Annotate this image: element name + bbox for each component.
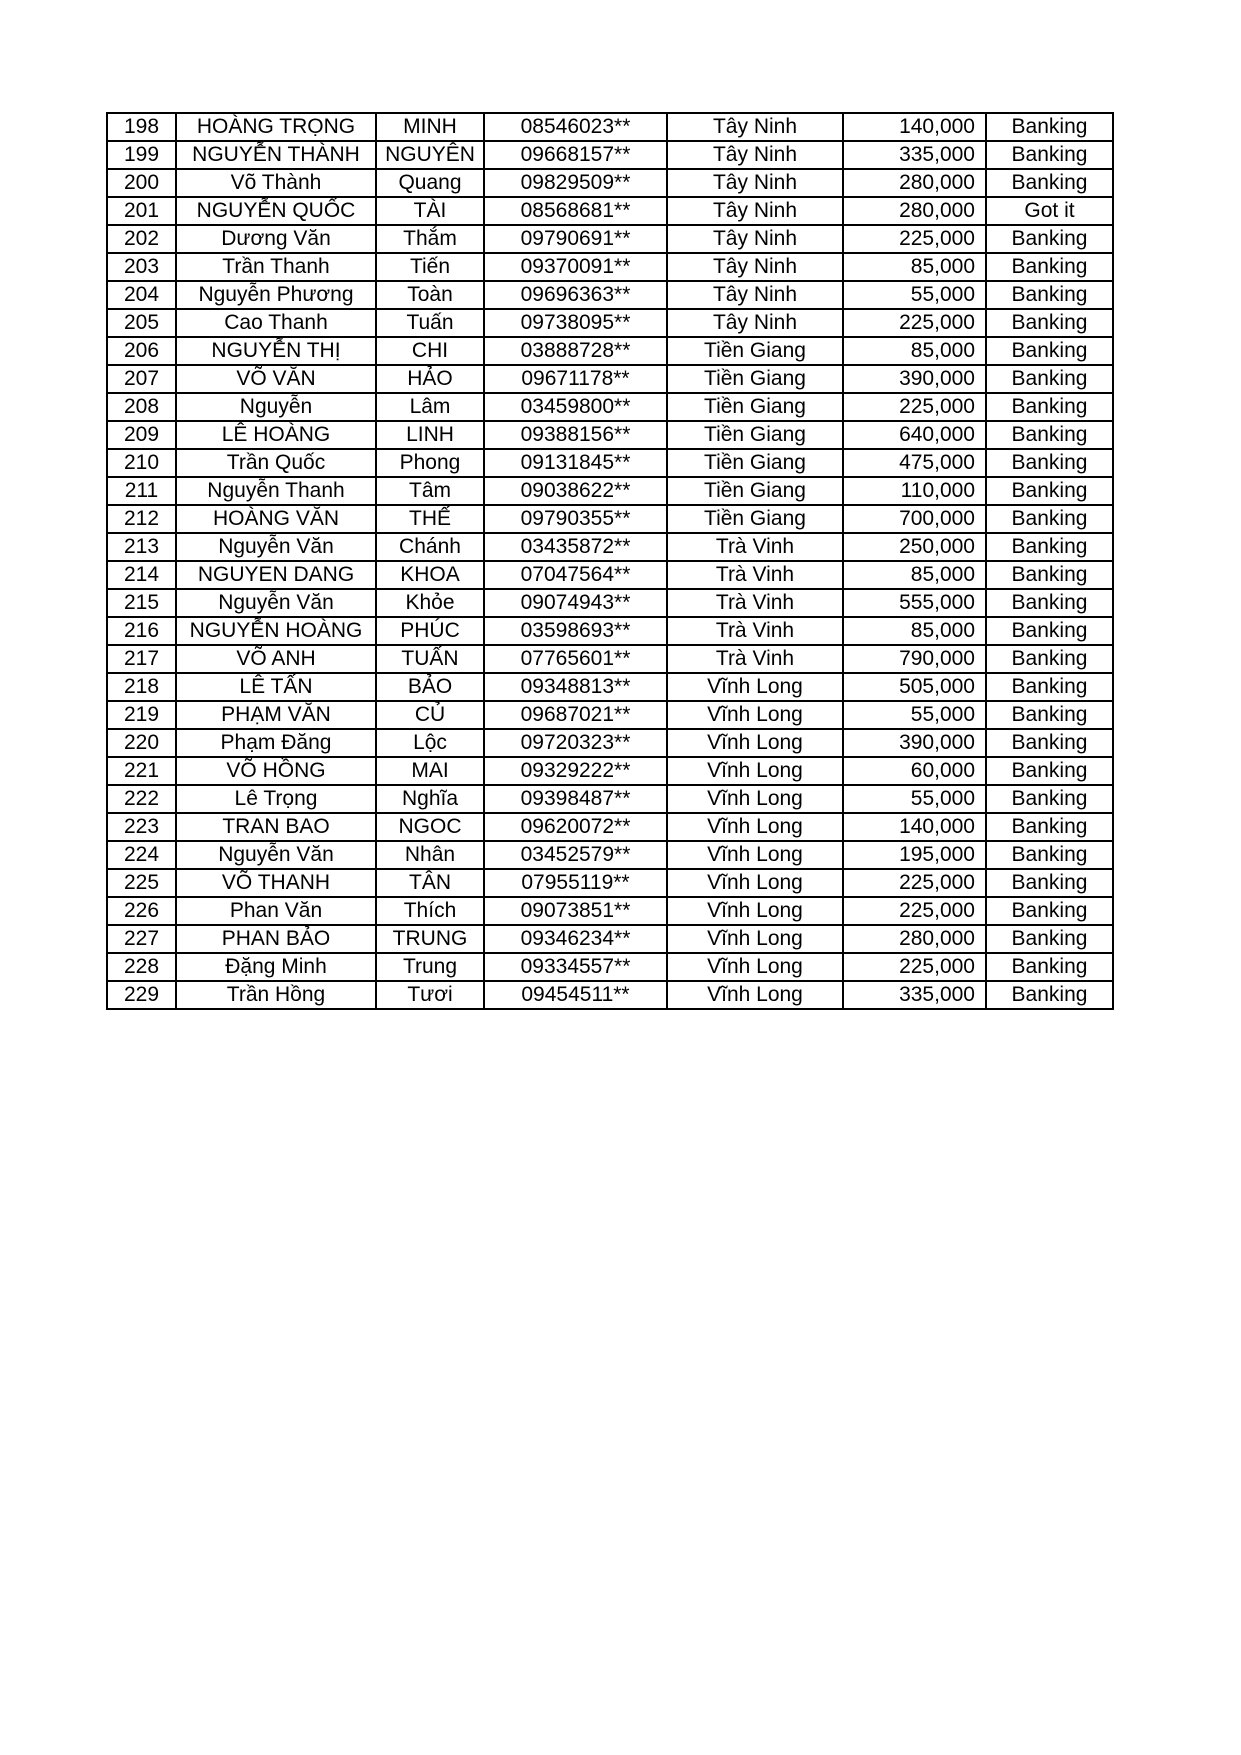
- payment-method-cell: Got it: [986, 197, 1113, 225]
- phone-cell: 09668157**: [484, 141, 667, 169]
- first-name-cell: TRUNG: [376, 925, 484, 953]
- last-name-cell: NGUYỄN QUỐC: [176, 197, 376, 225]
- last-name-cell: Đặng Minh: [176, 953, 376, 981]
- first-name-cell: MINH: [376, 113, 484, 141]
- payment-method-cell: Banking: [986, 533, 1113, 561]
- last-name-cell: Trần Quốc: [176, 449, 376, 477]
- phone-cell: 09671178**: [484, 365, 667, 393]
- row-number-cell: 219: [107, 701, 176, 729]
- province-cell: Vĩnh Long: [667, 813, 843, 841]
- last-name-cell: NGUYỄN THỊ: [176, 337, 376, 365]
- row-number-cell: 202: [107, 225, 176, 253]
- first-name-cell: Nhân: [376, 841, 484, 869]
- first-name-cell: Thích: [376, 897, 484, 925]
- province-cell: Vĩnh Long: [667, 981, 843, 1009]
- first-name-cell: TÀI: [376, 197, 484, 225]
- first-name-cell: Tâm: [376, 477, 484, 505]
- phone-cell: 09696363**: [484, 281, 667, 309]
- first-name-cell: KHOA: [376, 561, 484, 589]
- province-cell: Tây Ninh: [667, 225, 843, 253]
- first-name-cell: HẢO: [376, 365, 484, 393]
- first-name-cell: CHI: [376, 337, 484, 365]
- table-row: [107, 757, 1113, 785]
- row-number-cell: 211: [107, 477, 176, 505]
- row-number-cell: 214: [107, 561, 176, 589]
- table-row: [107, 729, 1113, 757]
- phone-cell: 09790355**: [484, 505, 667, 533]
- payment-method-cell: Banking: [986, 925, 1113, 953]
- table-row: [107, 309, 1113, 337]
- row-number-cell: 215: [107, 589, 176, 617]
- amount-cell: 790,000: [843, 645, 986, 673]
- province-cell: Vĩnh Long: [667, 757, 843, 785]
- phone-cell: 09454511**: [484, 981, 667, 1009]
- table-row: [107, 449, 1113, 477]
- amount-cell: 700,000: [843, 505, 986, 533]
- first-name-cell: TUẤN: [376, 645, 484, 673]
- phone-cell: 09074943**: [484, 589, 667, 617]
- row-number-cell: 228: [107, 953, 176, 981]
- province-cell: Vĩnh Long: [667, 673, 843, 701]
- phone-cell: 09720323**: [484, 729, 667, 757]
- phone-cell: 09346234**: [484, 925, 667, 953]
- amount-cell: 640,000: [843, 421, 986, 449]
- row-number-cell: 227: [107, 925, 176, 953]
- last-name-cell: HOÀNG VĂN: [176, 505, 376, 533]
- last-name-cell: NGUYỄN THÀNH: [176, 141, 376, 169]
- payment-method-cell: Banking: [986, 281, 1113, 309]
- payment-method-cell: Banking: [986, 113, 1113, 141]
- province-cell: Tiền Giang: [667, 477, 843, 505]
- table-row: [107, 897, 1113, 925]
- payment-method-cell: Banking: [986, 645, 1113, 673]
- row-number-cell: 218: [107, 673, 176, 701]
- last-name-cell: Nguyễn Văn: [176, 841, 376, 869]
- amount-cell: 225,000: [843, 897, 986, 925]
- phone-cell: 09738095**: [484, 309, 667, 337]
- table-row: [107, 421, 1113, 449]
- phone-cell: 09388156**: [484, 421, 667, 449]
- first-name-cell: Nghĩa: [376, 785, 484, 813]
- phone-cell: 09073851**: [484, 897, 667, 925]
- table-row: [107, 953, 1113, 981]
- first-name-cell: LINH: [376, 421, 484, 449]
- winners-table: [106, 112, 1114, 1010]
- last-name-cell: Dương Văn: [176, 225, 376, 253]
- first-name-cell: Phong: [376, 449, 484, 477]
- phone-cell: 03598693**: [484, 617, 667, 645]
- amount-cell: 140,000: [843, 813, 986, 841]
- province-cell: Vĩnh Long: [667, 925, 843, 953]
- row-number-cell: 206: [107, 337, 176, 365]
- row-number-cell: 207: [107, 365, 176, 393]
- amount-cell: 225,000: [843, 953, 986, 981]
- row-number-cell: 199: [107, 141, 176, 169]
- table-row: [107, 477, 1113, 505]
- last-name-cell: Nguyễn Văn: [176, 589, 376, 617]
- province-cell: Tiền Giang: [667, 449, 843, 477]
- province-cell: Tiền Giang: [667, 337, 843, 365]
- phone-cell: 09790691**: [484, 225, 667, 253]
- row-number-cell: 226: [107, 897, 176, 925]
- row-number-cell: 220: [107, 729, 176, 757]
- province-cell: Trà Vinh: [667, 617, 843, 645]
- payment-method-cell: Banking: [986, 309, 1113, 337]
- phone-cell: 09038622**: [484, 477, 667, 505]
- amount-cell: 55,000: [843, 785, 986, 813]
- amount-cell: 195,000: [843, 841, 986, 869]
- row-number-cell: 223: [107, 813, 176, 841]
- phone-cell: 08546023**: [484, 113, 667, 141]
- table-body: [107, 113, 1113, 1009]
- province-cell: Trà Vinh: [667, 589, 843, 617]
- table-row: [107, 393, 1113, 421]
- amount-cell: 85,000: [843, 617, 986, 645]
- province-cell: Vĩnh Long: [667, 897, 843, 925]
- amount-cell: 280,000: [843, 925, 986, 953]
- phone-cell: 09370091**: [484, 253, 667, 281]
- first-name-cell: MAI: [376, 757, 484, 785]
- last-name-cell: VÕ HỒNG: [176, 757, 376, 785]
- last-name-cell: Nguyễn Phương: [176, 281, 376, 309]
- first-name-cell: Tiến: [376, 253, 484, 281]
- table-row: [107, 197, 1113, 225]
- payment-method-cell: Banking: [986, 953, 1113, 981]
- row-number-cell: 229: [107, 981, 176, 1009]
- phone-cell: 09829509**: [484, 169, 667, 197]
- row-number-cell: 217: [107, 645, 176, 673]
- table-row: [107, 869, 1113, 897]
- table-row: [107, 253, 1113, 281]
- table-row: [107, 365, 1113, 393]
- payment-method-cell: Banking: [986, 505, 1113, 533]
- table-row: [107, 141, 1113, 169]
- payment-method-cell: Banking: [986, 449, 1113, 477]
- province-cell: Tiền Giang: [667, 393, 843, 421]
- payment-method-cell: Banking: [986, 785, 1113, 813]
- amount-cell: 555,000: [843, 589, 986, 617]
- first-name-cell: TÂN: [376, 869, 484, 897]
- first-name-cell: Lâm: [376, 393, 484, 421]
- phone-cell: 09329222**: [484, 757, 667, 785]
- first-name-cell: NGOC: [376, 813, 484, 841]
- amount-cell: 85,000: [843, 561, 986, 589]
- payment-method-cell: Banking: [986, 869, 1113, 897]
- table-row: [107, 337, 1113, 365]
- last-name-cell: NGUYỄN HOÀNG: [176, 617, 376, 645]
- amount-cell: 280,000: [843, 169, 986, 197]
- amount-cell: 60,000: [843, 757, 986, 785]
- last-name-cell: LÊ HOÀNG: [176, 421, 376, 449]
- row-number-cell: 222: [107, 785, 176, 813]
- first-name-cell: Khỏe: [376, 589, 484, 617]
- province-cell: Tây Ninh: [667, 281, 843, 309]
- payment-method-cell: Banking: [986, 337, 1113, 365]
- phone-cell: 09620072**: [484, 813, 667, 841]
- last-name-cell: HOÀNG TRỌNG: [176, 113, 376, 141]
- last-name-cell: Phạm Đăng: [176, 729, 376, 757]
- phone-cell: 07765601**: [484, 645, 667, 673]
- province-cell: Tây Ninh: [667, 309, 843, 337]
- payment-method-cell: Banking: [986, 729, 1113, 757]
- table-row: [107, 561, 1113, 589]
- amount-cell: 55,000: [843, 701, 986, 729]
- amount-cell: 475,000: [843, 449, 986, 477]
- payment-method-cell: Banking: [986, 589, 1113, 617]
- phone-cell: 09348813**: [484, 673, 667, 701]
- payment-method-cell: Banking: [986, 141, 1113, 169]
- amount-cell: 390,000: [843, 729, 986, 757]
- payment-method-cell: Banking: [986, 897, 1113, 925]
- table-row: [107, 925, 1113, 953]
- first-name-cell: Tuấn: [376, 309, 484, 337]
- first-name-cell: Lộc: [376, 729, 484, 757]
- payment-method-cell: Banking: [986, 225, 1113, 253]
- phone-cell: 03452579**: [484, 841, 667, 869]
- amount-cell: 140,000: [843, 113, 986, 141]
- phone-cell: 03888728**: [484, 337, 667, 365]
- payment-method-cell: Banking: [986, 561, 1113, 589]
- first-name-cell: NGUYÊN: [376, 141, 484, 169]
- first-name-cell: Quang: [376, 169, 484, 197]
- payment-method-cell: Banking: [986, 617, 1113, 645]
- row-number-cell: 209: [107, 421, 176, 449]
- province-cell: Tiền Giang: [667, 505, 843, 533]
- first-name-cell: THẾ: [376, 505, 484, 533]
- amount-cell: 225,000: [843, 869, 986, 897]
- amount-cell: 85,000: [843, 337, 986, 365]
- payment-method-cell: Banking: [986, 981, 1113, 1009]
- province-cell: Tiền Giang: [667, 421, 843, 449]
- first-name-cell: CỦ: [376, 701, 484, 729]
- amount-cell: 85,000: [843, 253, 986, 281]
- payment-method-cell: Banking: [986, 393, 1113, 421]
- payment-method-cell: Banking: [986, 253, 1113, 281]
- payment-method-cell: Banking: [986, 365, 1113, 393]
- first-name-cell: Toàn: [376, 281, 484, 309]
- row-number-cell: 203: [107, 253, 176, 281]
- table-row: [107, 785, 1113, 813]
- amount-cell: 280,000: [843, 197, 986, 225]
- table-row: [107, 225, 1113, 253]
- table-row: [107, 673, 1113, 701]
- table-row: [107, 113, 1113, 141]
- phone-cell: 09398487**: [484, 785, 667, 813]
- province-cell: Tây Ninh: [667, 197, 843, 225]
- province-cell: Trà Vinh: [667, 561, 843, 589]
- amount-cell: 390,000: [843, 365, 986, 393]
- last-name-cell: Trần Thanh: [176, 253, 376, 281]
- last-name-cell: Phan Văn: [176, 897, 376, 925]
- last-name-cell: TRAN BAO: [176, 813, 376, 841]
- last-name-cell: Lê Trọng: [176, 785, 376, 813]
- row-number-cell: 198: [107, 113, 176, 141]
- table-row: [107, 841, 1113, 869]
- province-cell: Trà Vinh: [667, 645, 843, 673]
- phone-cell: 09131845**: [484, 449, 667, 477]
- table-row: [107, 281, 1113, 309]
- province-cell: Vĩnh Long: [667, 953, 843, 981]
- last-name-cell: Võ Thành: [176, 169, 376, 197]
- first-name-cell: Trung: [376, 953, 484, 981]
- province-cell: Tây Ninh: [667, 113, 843, 141]
- payment-method-cell: Banking: [986, 757, 1113, 785]
- province-cell: Trà Vinh: [667, 533, 843, 561]
- first-name-cell: Tươi: [376, 981, 484, 1009]
- amount-cell: 250,000: [843, 533, 986, 561]
- row-number-cell: 201: [107, 197, 176, 225]
- row-number-cell: 224: [107, 841, 176, 869]
- province-cell: Tiền Giang: [667, 365, 843, 393]
- first-name-cell: PHÚC: [376, 617, 484, 645]
- phone-cell: 03435872**: [484, 533, 667, 561]
- row-number-cell: 208: [107, 393, 176, 421]
- amount-cell: 110,000: [843, 477, 986, 505]
- last-name-cell: Nguyễn Văn: [176, 533, 376, 561]
- province-cell: Vĩnh Long: [667, 841, 843, 869]
- province-cell: Vĩnh Long: [667, 701, 843, 729]
- last-name-cell: VÕ VĂN: [176, 365, 376, 393]
- province-cell: Tây Ninh: [667, 141, 843, 169]
- province-cell: Vĩnh Long: [667, 729, 843, 757]
- last-name-cell: PHAN BẢO: [176, 925, 376, 953]
- last-name-cell: Trần Hồng: [176, 981, 376, 1009]
- row-number-cell: 205: [107, 309, 176, 337]
- table-row: [107, 533, 1113, 561]
- amount-cell: 225,000: [843, 225, 986, 253]
- last-name-cell: VÕ THANH: [176, 869, 376, 897]
- payment-method-cell: Banking: [986, 169, 1113, 197]
- first-name-cell: BẢO: [376, 673, 484, 701]
- last-name-cell: Nguyễn: [176, 393, 376, 421]
- phone-cell: 08568681**: [484, 197, 667, 225]
- amount-cell: 335,000: [843, 981, 986, 1009]
- row-number-cell: 204: [107, 281, 176, 309]
- province-cell: Tây Ninh: [667, 169, 843, 197]
- table-row: [107, 813, 1113, 841]
- payment-method-cell: Banking: [986, 813, 1113, 841]
- payment-method-cell: Banking: [986, 477, 1113, 505]
- row-number-cell: 216: [107, 617, 176, 645]
- province-cell: Vĩnh Long: [667, 869, 843, 897]
- table-row: [107, 589, 1113, 617]
- amount-cell: 225,000: [843, 309, 986, 337]
- first-name-cell: Thắm: [376, 225, 484, 253]
- table-row: [107, 505, 1113, 533]
- payment-method-cell: Banking: [986, 673, 1113, 701]
- first-name-cell: Chánh: [376, 533, 484, 561]
- payment-method-cell: Banking: [986, 421, 1113, 449]
- row-number-cell: 212: [107, 505, 176, 533]
- phone-cell: 07047564**: [484, 561, 667, 589]
- amount-cell: 335,000: [843, 141, 986, 169]
- payment-method-cell: Banking: [986, 701, 1113, 729]
- phone-cell: 03459800**: [484, 393, 667, 421]
- last-name-cell: VÕ ANH: [176, 645, 376, 673]
- table-row: [107, 701, 1113, 729]
- last-name-cell: NGUYEN DANG: [176, 561, 376, 589]
- table-row: [107, 645, 1113, 673]
- payment-method-cell: Banking: [986, 841, 1113, 869]
- province-cell: Vĩnh Long: [667, 785, 843, 813]
- table-row: [107, 617, 1113, 645]
- row-number-cell: 221: [107, 757, 176, 785]
- amount-cell: 505,000: [843, 673, 986, 701]
- phone-cell: 09687021**: [484, 701, 667, 729]
- row-number-cell: 210: [107, 449, 176, 477]
- phone-cell: 07955119**: [484, 869, 667, 897]
- table-row: [107, 169, 1113, 197]
- last-name-cell: Cao Thanh: [176, 309, 376, 337]
- province-cell: Tây Ninh: [667, 253, 843, 281]
- last-name-cell: PHẠM VĂN: [176, 701, 376, 729]
- row-number-cell: 213: [107, 533, 176, 561]
- last-name-cell: LÊ TẤN: [176, 673, 376, 701]
- phone-cell: 09334557**: [484, 953, 667, 981]
- amount-cell: 225,000: [843, 393, 986, 421]
- table-row: [107, 981, 1113, 1009]
- row-number-cell: 225: [107, 869, 176, 897]
- amount-cell: 55,000: [843, 281, 986, 309]
- row-number-cell: 200: [107, 169, 176, 197]
- last-name-cell: Nguyễn Thanh: [176, 477, 376, 505]
